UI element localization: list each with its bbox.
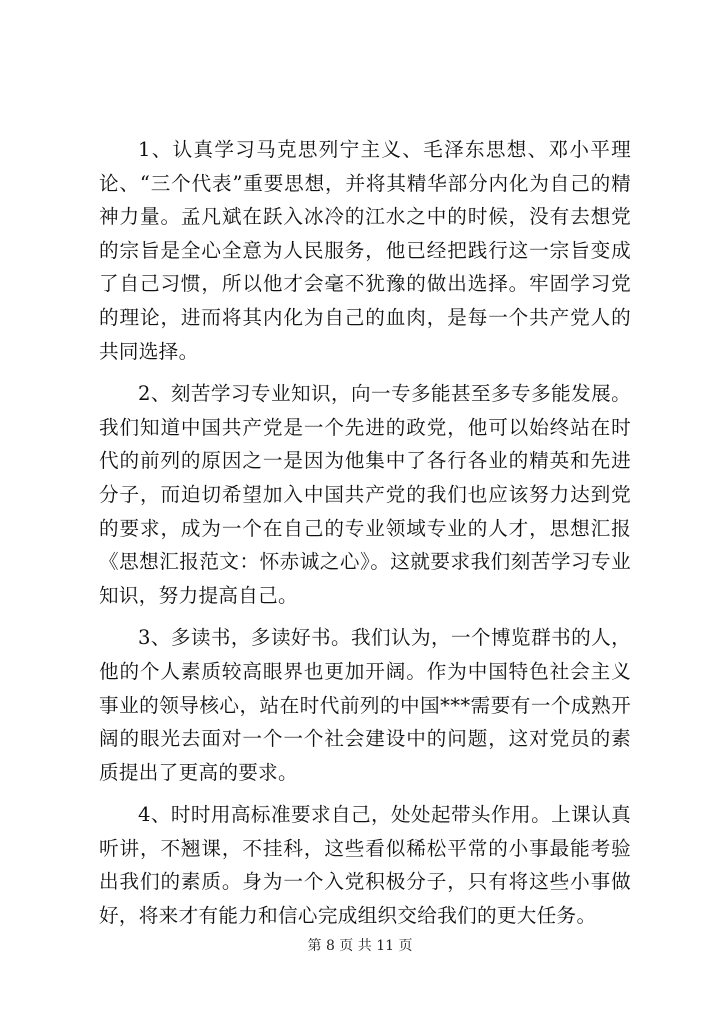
paragraph-high-standards: 4、时时用高标准要求自己，处处起带头作用。上课认真听讲，不翘课，不挂科，这些看似稀松平常的小事最能考验出我们的素质。身为一个入党积极分子，只有将这些小事做好，将来才有能力和信心完成组织交给我们的更大任务。 (99, 803, 631, 928)
paragraph-study-theory: 1、认真学习马克思列宁主义、毛泽东思想、邓小平理论、“三个代表”重要思想，并将其精华部分内化为自己的精神力量。孟凡斌在跃入冰冷的江水之中的时候，没有去想党的宗旨是全心全意为人民服务，他已经把践行这一宗旨变成了自己习惯，所以他才会毫不犹豫的做出选择。牢固学习党的理论，进而将其内化为自己的血肉，是每一个共产党人的共同选择。 (99, 138, 631, 363)
page-number-footer: 第 8 页 共 11 页 (307, 938, 413, 954)
document-body (99, 133, 631, 933)
paragraph-read-books: 3、多读书，多读好书。我们认为，一个博览群书的人，他的个人素质较高眼界也更加开阔。作为中国特色社会主义事业的领导核心，站在时代前列的中国***需要有一个成熟开阔的眼光去面对一个一个社会建设中的问题，这对党员的素质提出了更高的要求。 (99, 626, 631, 784)
paragraph-study-professional-knowledge: 2、刻苦学习专业知识，向一专多能甚至多专多能发展。我们知道中国共产党是一个先进的政党，他可以始终站在时代的前列的原因之一是因为他集中了各行各业的精英和先进分子，而迫切希望加入中国共产党的我们也应该努力达到党的要求，成为一个在自己的专业领域专业的人才，思想汇报《思想汇报范文：怀赤诚之心》。这就要求我们刻苦学习专业知识，努力提高自己。 (99, 382, 631, 607)
